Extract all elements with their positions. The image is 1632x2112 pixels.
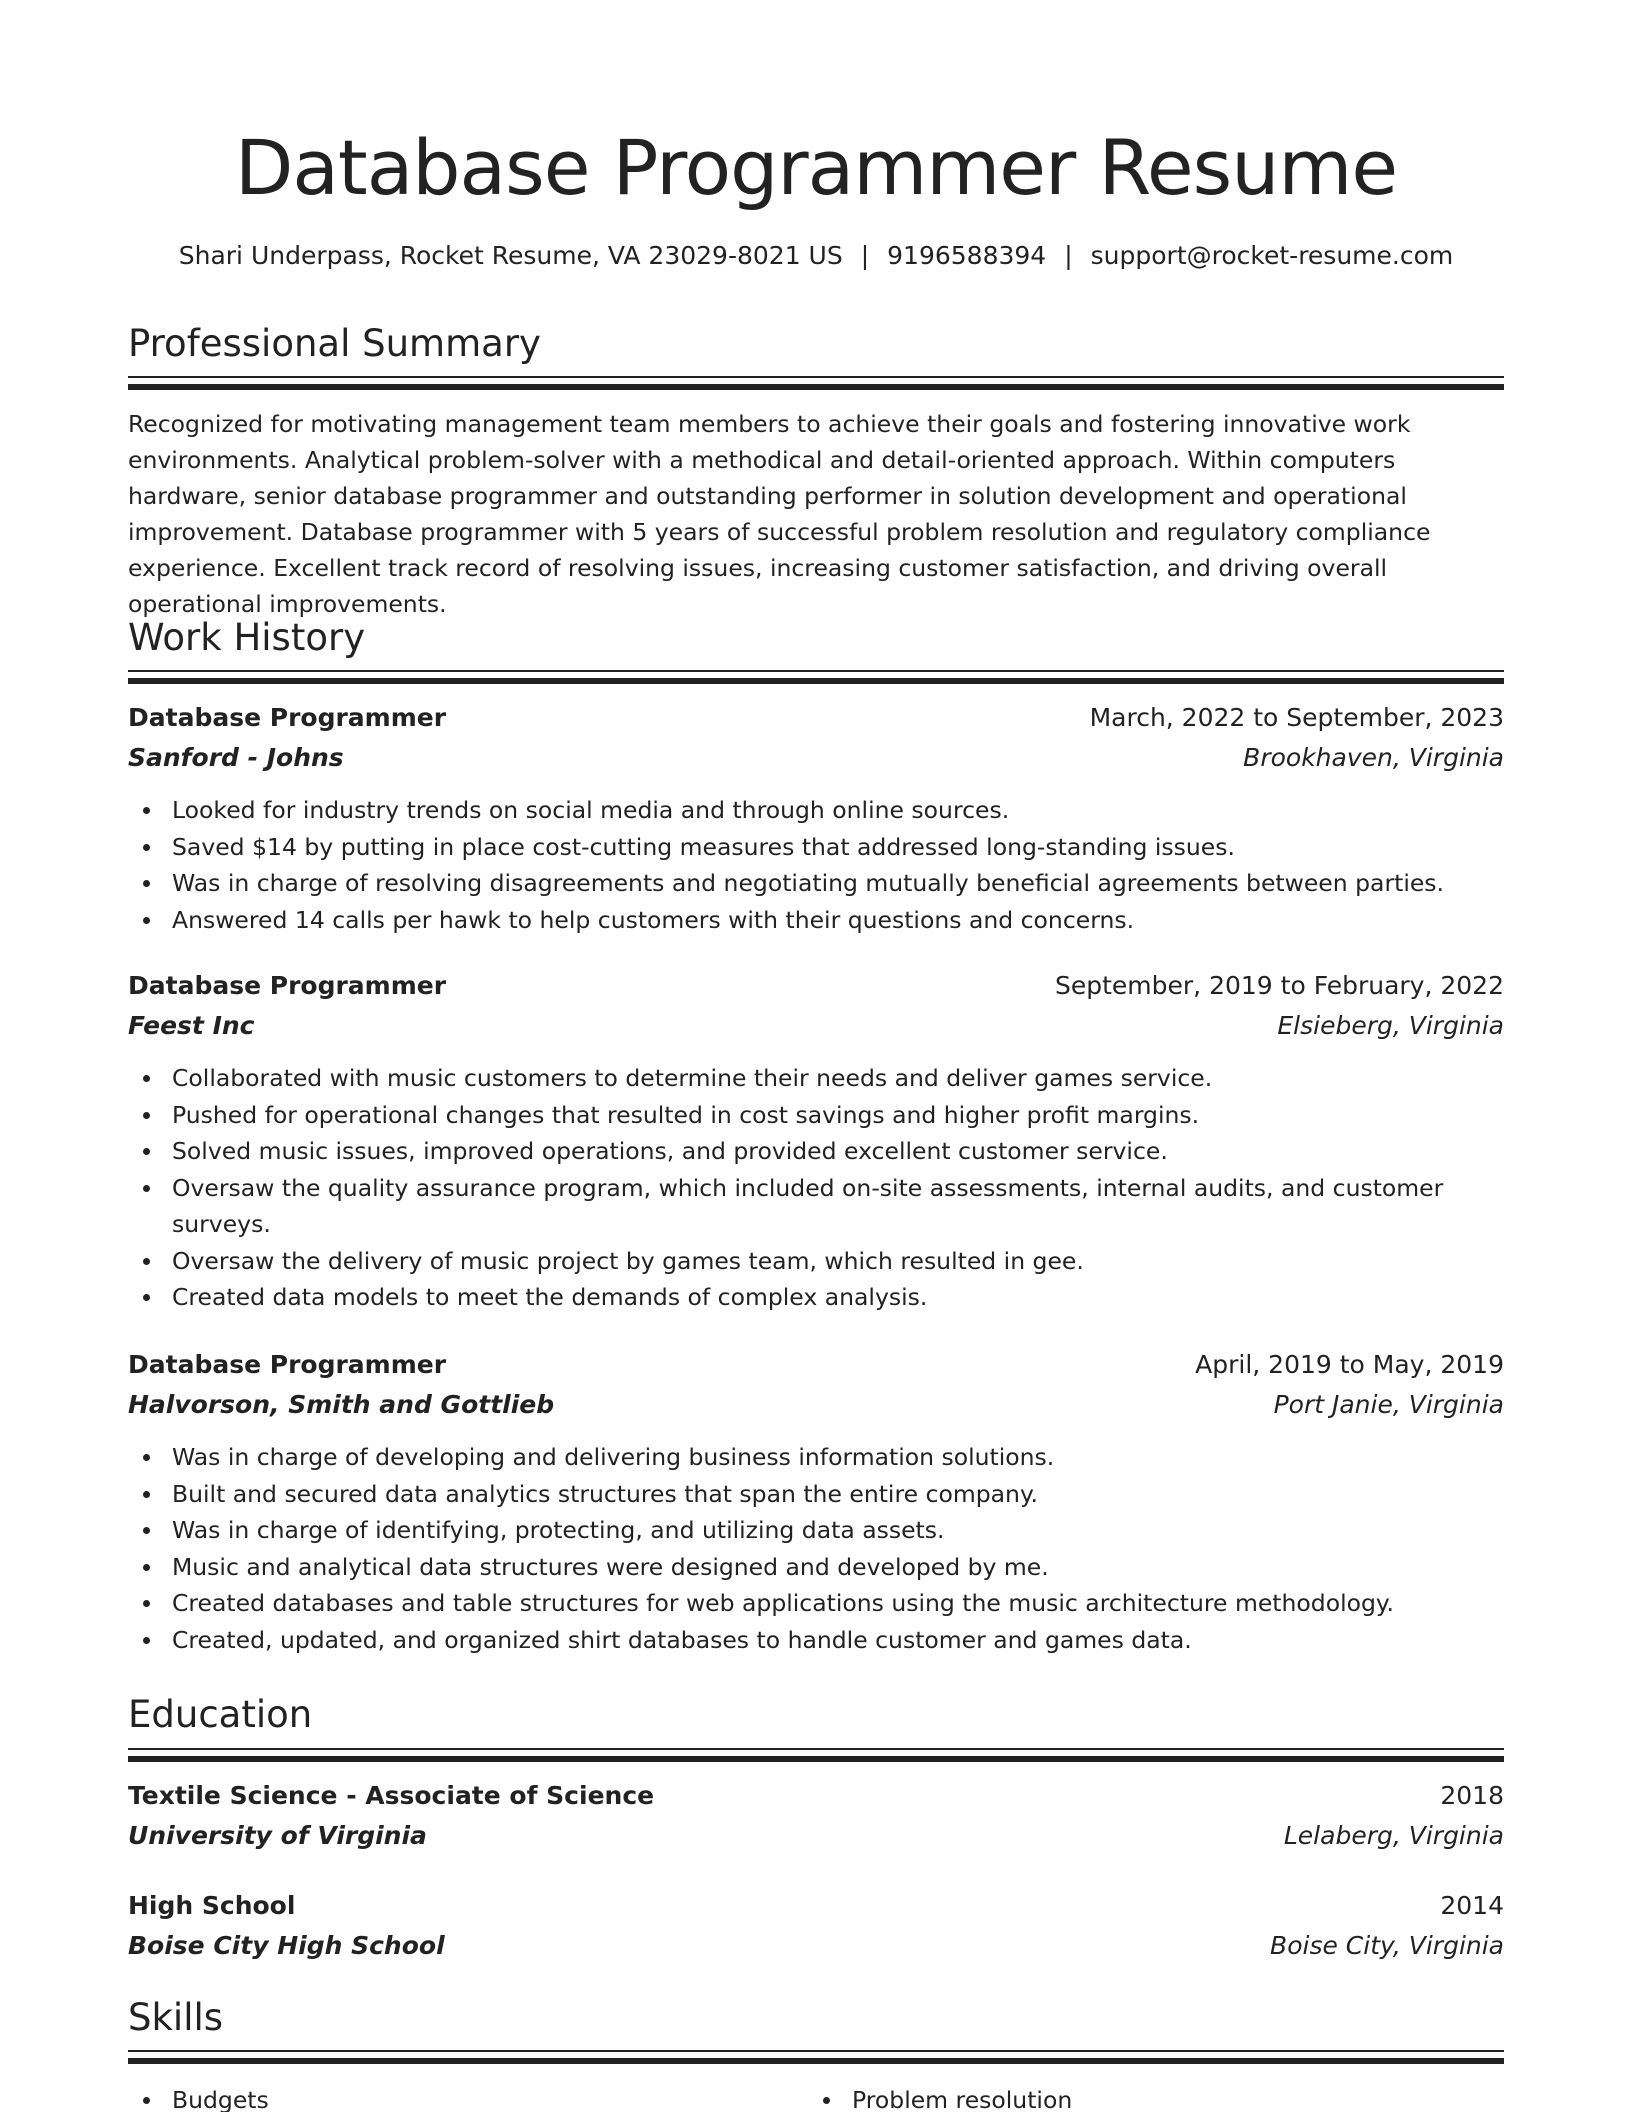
list-item: Answered 14 calls per hawk to help customers with their questions and concerns. bbox=[128, 902, 1448, 939]
list-item: Saved $14 by putting in place cost-cutting measures that addressed long-standing issues. bbox=[128, 829, 1448, 866]
job-title: Database Programmer bbox=[128, 971, 447, 1000]
job-title: Database Programmer bbox=[128, 703, 447, 732]
job-entry bbox=[128, 966, 1504, 1316]
job-dates: September, 2019 to February, 2022 bbox=[1055, 971, 1504, 1000]
job-dates: April, 2019 to May, 2019 bbox=[1195, 1350, 1504, 1379]
job-title: Database Programmer bbox=[128, 1350, 447, 1379]
list-item: Was in charge of identifying, protecting, and utilizing data assets. bbox=[128, 1512, 1448, 1549]
list-item: Created data models to meet the demands of complex analysis. bbox=[128, 1279, 1448, 1316]
section-divider bbox=[128, 2050, 1504, 2064]
education-entry bbox=[128, 1776, 1504, 1856]
contact-separator: | bbox=[1064, 241, 1073, 270]
list-item: Was in charge of resolving disagreements and negotiating mutually beneficial agreements between parties. bbox=[128, 865, 1448, 902]
contact-email: support@rocket-resume.com bbox=[1090, 241, 1454, 270]
summary-heading: Professional Summary bbox=[128, 322, 541, 365]
list-item: Oversaw the delivery of music project by games team, which resulted in gee. bbox=[128, 1243, 1448, 1280]
section-divider bbox=[128, 376, 1504, 390]
education-degree: Textile Science - Associate of Science bbox=[128, 1781, 655, 1810]
contact-line bbox=[128, 238, 1504, 274]
job-location: Brookhaven, Virginia bbox=[1243, 743, 1504, 772]
skill-item: Problem resolution bbox=[808, 2082, 1488, 2112]
list-item: Looked for industry trends on social media and through online sources. bbox=[128, 792, 1448, 829]
list-item: Collaborated with music customers to determine their needs and deliver games service. bbox=[128, 1060, 1448, 1097]
job-entry bbox=[128, 698, 1504, 938]
job-location: Elsieberg, Virginia bbox=[1277, 1011, 1504, 1040]
list-item: Built and secured data analytics structures that span the entire company. bbox=[128, 1476, 1448, 1513]
contact-separator: | bbox=[860, 241, 870, 270]
list-item: Pushed for operational changes that resulted in cost savings and higher profit margins. bbox=[128, 1097, 1448, 1134]
resume-title: Database Programmer Resume bbox=[234, 123, 1398, 212]
job-bullets bbox=[128, 1060, 1504, 1316]
job-company: Halvorson, Smith and Gottlieb bbox=[128, 1390, 555, 1419]
skills-column-right bbox=[808, 2082, 1488, 2112]
job-entry bbox=[128, 1345, 1504, 1658]
job-bullets bbox=[128, 1439, 1504, 1658]
contact-address: Shari Underpass, Rocket Resume, VA 23029-8021 US bbox=[178, 241, 843, 270]
list-item: Was in charge of developing and delivering business information solutions. bbox=[128, 1439, 1448, 1476]
list-item: Oversaw the quality assurance program, which included on-site assessments, internal audits, and customer surveys. bbox=[128, 1170, 1448, 1243]
skill-item: Budgets bbox=[128, 2082, 808, 2112]
education-location: Lelaberg, Virginia bbox=[1283, 1821, 1504, 1850]
list-item: Created databases and table structures for web applications using the music architecture methodology. bbox=[128, 1585, 1448, 1622]
education-degree: High School bbox=[128, 1891, 296, 1920]
resume-page bbox=[128, 0, 1504, 2112]
section-divider bbox=[128, 670, 1504, 684]
work-history-heading: Work History bbox=[128, 616, 366, 659]
education-year: 2018 bbox=[1440, 1781, 1504, 1810]
job-bullets bbox=[128, 792, 1504, 938]
job-location: Port Janie, Virginia bbox=[1273, 1390, 1504, 1419]
list-item: Music and analytical data structures were designed and developed by me. bbox=[128, 1549, 1448, 1586]
education-school: University of Virginia bbox=[128, 1821, 427, 1850]
skills-list bbox=[128, 2082, 1504, 2112]
job-dates: March, 2022 to September, 2023 bbox=[1089, 703, 1504, 732]
job-company: Feest Inc bbox=[128, 1011, 255, 1040]
summary-text: Recognized for motivating management team members to achieve their goals and fostering innovative work environments. Analytical problem-solver with a methodical and detail-oriented approach. Within computers hardware, senior database programmer and outstanding performer in solution development and operational improvement. Database programmer with 5 years of successful problem resolution and regulatory compliance experience. Excellent track record of resolving issues, increasing customer satisfaction, and driving overall operational improvements. bbox=[128, 410, 1431, 618]
education-school: Boise City High School bbox=[128, 1931, 445, 1960]
education-year: 2014 bbox=[1440, 1891, 1504, 1920]
job-company: Sanford - Johns bbox=[128, 743, 344, 772]
list-item: Created, updated, and organized shirt databases to handle customer and games data. bbox=[128, 1622, 1448, 1659]
list-item: Solved music issues, improved operations, and provided excellent customer service. bbox=[128, 1133, 1448, 1170]
skills-column-left bbox=[128, 2082, 808, 2112]
contact-phone: 9196588394 bbox=[887, 241, 1047, 270]
education-entry bbox=[128, 1886, 1504, 1966]
education-heading: Education bbox=[128, 1693, 313, 1736]
education-location: Boise City, Virginia bbox=[1270, 1931, 1504, 1960]
skills-heading: Skills bbox=[128, 1996, 224, 2039]
section-divider bbox=[128, 1748, 1504, 1762]
